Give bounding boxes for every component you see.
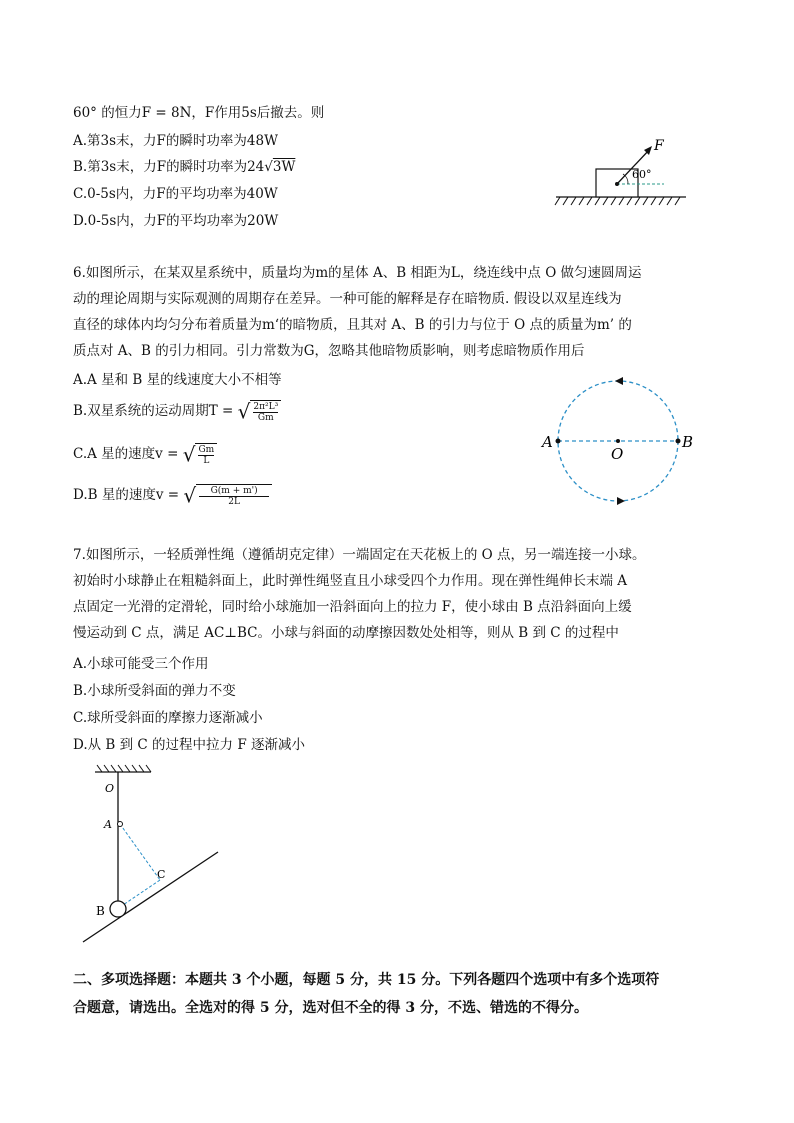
force-label: F xyxy=(654,138,664,154)
q6-stem-line: 动的理论周期与实际观测的周期存在差异。一种可能的解释是存在暗物质. 假设以双星连线为 xyxy=(73,291,622,307)
q5-option-d: D.0-5s内，力F的平均功率为20W xyxy=(73,213,279,229)
q6-option-b-text: B.双星系统的运动周期T = xyxy=(73,403,234,419)
sqrt-symbol: √ xyxy=(237,399,251,424)
label-a: A xyxy=(104,818,112,831)
pulley xyxy=(118,822,123,827)
q6-stem-line: 6.如图所示，在某双星系统中，质量均为m的星体 A、B 相距为L，绕连线中点 O 做匀速圆周运 xyxy=(73,265,642,281)
q7-stem-line: 点固定一光滑的定滑轮，同时给小球施加一沿斜面向上的拉力 F，使小球由 B 点沿斜面向上缓 xyxy=(73,599,632,615)
q5-option-a: A.第3s末，力F的瞬时功率为48W xyxy=(73,133,278,149)
q5-option-c: C.0-5s内，力F的平均功率为40W xyxy=(73,186,278,202)
q6-option-d xyxy=(73,484,272,507)
q5-figure xyxy=(550,132,690,212)
q6-formula-c xyxy=(195,443,217,466)
section2-line: 二、多项选择题：本题共 3 个小题，每题 5 分，共 15 分。下列各题四个选项中有多个选项符 xyxy=(73,972,660,988)
q6-formula-b-den: Gm xyxy=(257,413,274,423)
arrow-top xyxy=(615,377,623,385)
q6-figure xyxy=(535,370,710,510)
sqrt-symbol: √ xyxy=(183,483,197,508)
q6-option-b xyxy=(73,400,281,423)
q5-stem: 60° 的恒力F = 8N，F作用5s后撤去。则 xyxy=(73,105,325,121)
q6-formula-b-num: 2π²L³ xyxy=(253,402,279,412)
q7-figure xyxy=(75,762,225,947)
q6-formula-d xyxy=(196,484,272,507)
q7-option-b: B.小球所受斜面的弹力不变 xyxy=(73,683,236,699)
q7-option-c: C.球所受斜面的摩擦力逐渐减小 xyxy=(73,710,263,726)
label-c: C xyxy=(157,868,166,881)
q7-option-d: D.从 B 到 C 的过程中拉力 F 逐渐减小 xyxy=(73,737,305,753)
q7-option-a: A.小球可能受三个作用 xyxy=(73,656,209,672)
q6-formula-c-den: L xyxy=(203,456,210,466)
q6-formula-c-num: Gm xyxy=(198,445,215,455)
label-b: B xyxy=(682,433,694,451)
q7-stem-line: 7.如图所示，一轻质弹性绳（遵循胡克定律）一端固定在天花板上的 O 点，另一端连接一小球。 xyxy=(73,547,646,563)
q6-option-c xyxy=(73,443,217,466)
rope-a-to-c xyxy=(120,824,160,880)
q6-option-a: A.A 星和 B 星的线速度大小不相等 xyxy=(73,372,282,388)
q5-option-b xyxy=(73,157,295,177)
incline xyxy=(83,852,218,942)
q7-stem-line: 慢运动到 C 点，满足 AC⊥BC。小球与斜面的动摩擦因数处处相等，则从 B 到 C 的过程中 xyxy=(73,625,619,641)
q6-formula-b xyxy=(250,400,281,423)
label-a: A xyxy=(542,433,553,451)
sqrt-symbol: √ xyxy=(182,442,196,467)
q6-stem-line: 直径的球体内均匀分布着质量为m‘的暗物质，且其对 A、B 的引力与位于 O 点的质量为m’ 的 xyxy=(73,317,632,333)
arrow-bottom xyxy=(617,497,625,505)
q6-formula-d-num: G(m + m') xyxy=(199,486,269,497)
q5-option-b-tail: 3W xyxy=(272,159,296,175)
q7-stem-line: 初始时小球静止在粗糙斜面上，此时弹性绳竖直且小球受四个力作用。现在弹性绳伸长末端 A xyxy=(73,573,628,589)
q5-option-b-text: B.第3s末，力F的瞬时功率为24 xyxy=(73,159,265,175)
label-o: O xyxy=(105,782,115,795)
rope-c-to-b xyxy=(123,880,160,905)
section2-line: 合题意，请选出。全选对的得 5 分，选对但不全的得 3 分，不选、错选的不得分。 xyxy=(73,1000,588,1016)
q6-option-d-text: D.B 星的速度v = xyxy=(73,487,180,503)
label-b: B xyxy=(96,904,105,918)
angle-label: 60° xyxy=(632,168,652,181)
q6-formula-d-den: 2L xyxy=(228,497,240,507)
q6-option-c-text: C.A 星的速度v = xyxy=(73,446,179,462)
label-o: O xyxy=(611,445,624,463)
q6-stem xyxy=(73,260,723,364)
sqrt-symbol: √ xyxy=(264,159,273,175)
q7-stem xyxy=(73,542,723,646)
ball xyxy=(110,901,126,917)
q6-stem-line: 质点对 A、B 的引力相同。引力常数为G，忽略其他暗物质影响，则考虑暗物质作用后 xyxy=(73,343,585,359)
section2-heading xyxy=(73,966,733,1022)
